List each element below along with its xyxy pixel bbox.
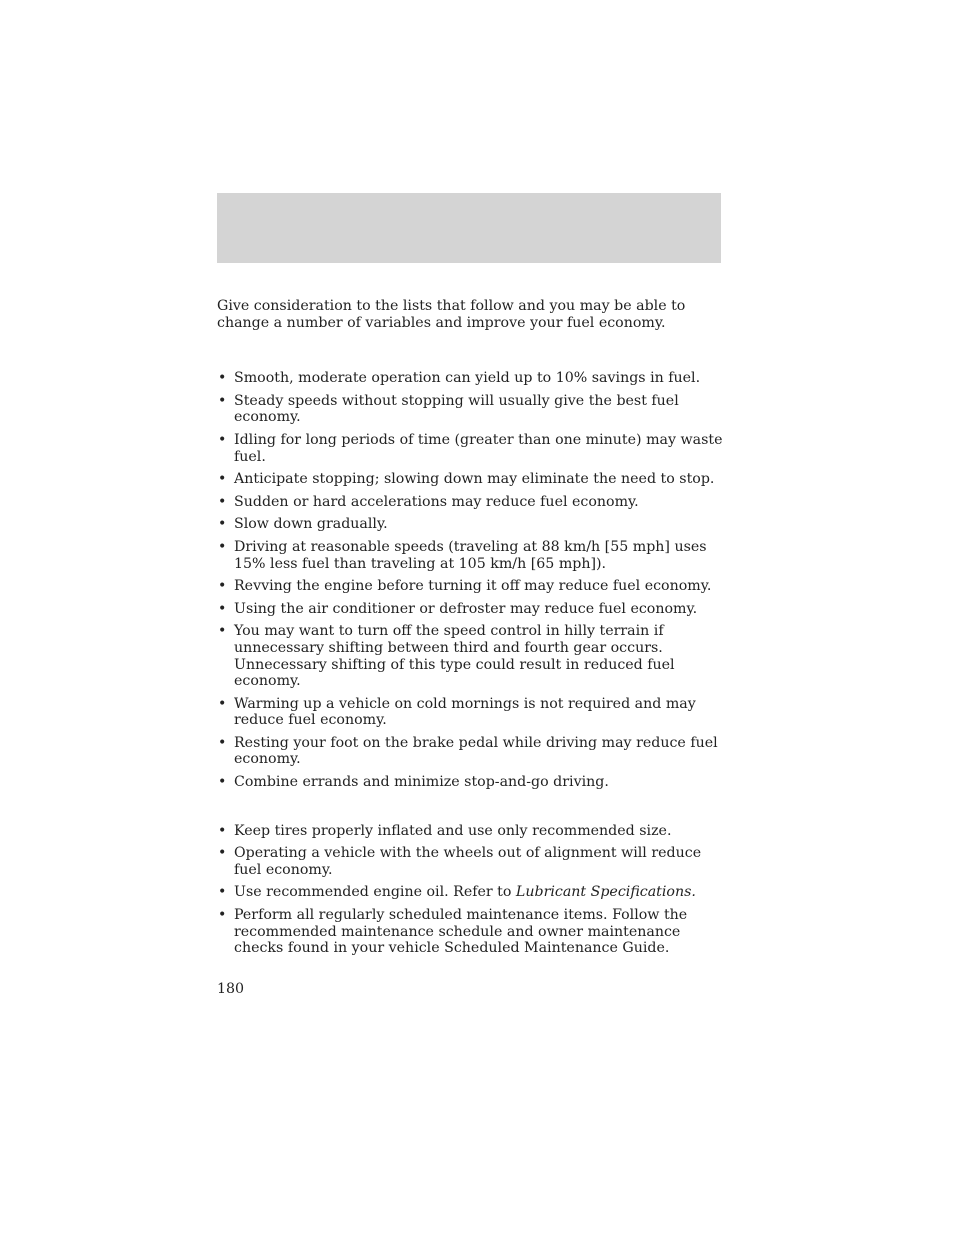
list-item — [217, 696, 727, 729]
bullet-icon: • — [218, 845, 227, 862]
list-item-text: Operating a vehicle with the wheels out of alignment will reduce fuel economy. — [234, 845, 702, 878]
list-item-text: Idling for long periods of time (greater than one minute) may waste fuel. — [234, 431, 723, 465]
list-item — [217, 578, 727, 595]
list-item — [217, 907, 727, 957]
maintenance-tips-list — [217, 823, 727, 957]
list-item — [217, 494, 727, 511]
list-item — [217, 845, 727, 878]
list-item — [217, 393, 727, 426]
list-item — [217, 471, 727, 488]
bullet-icon: • — [218, 907, 227, 924]
bullet-icon: • — [218, 538, 227, 555]
list-item-text: Slow down gradually. — [234, 516, 388, 533]
list-item — [217, 884, 727, 901]
bullet-icon: • — [218, 392, 227, 409]
list-item-text: Sudden or hard accelerations may reduce fuel economy. — [234, 493, 639, 510]
bullet-icon: • — [218, 370, 227, 387]
list-item — [217, 432, 727, 465]
list-item — [217, 623, 727, 689]
bullet-icon: • — [218, 884, 227, 901]
section-header-band — [217, 193, 721, 263]
bullet-icon: • — [218, 600, 227, 617]
list-item-text: Anticipate stopping; slowing down may eliminate the need to stop. — [234, 471, 715, 488]
list-item-text: Steady speeds without stopping will usually give the best fuel economy. — [234, 392, 679, 426]
bullet-icon: • — [218, 695, 227, 712]
bullet-icon: • — [218, 431, 227, 448]
bullet-icon: • — [218, 774, 227, 791]
list-item-text: Revving the engine before turning it off may reduce fuel economy. — [234, 578, 712, 595]
list-item-text: Resting your foot on the brake pedal while driving may reduce fuel economy. — [234, 734, 718, 768]
bullet-icon: • — [218, 822, 227, 839]
list-item-text: Driving at reasonable speeds (traveling at 88 km/h [55 mph] uses 15% less fuel than traveling at 105 km/h [65 mph]). — [234, 538, 707, 572]
list-item — [217, 370, 727, 387]
list-item-text: Use recommended engine oil. Refer to — [234, 884, 516, 901]
bullet-icon: • — [218, 471, 227, 488]
bullet-icon: • — [218, 578, 227, 595]
list-item-text: Perform all regularly scheduled maintenance items. Follow the recommended maintenance schedule and owner maintenance checks found in your vehicle Scheduled Maintenance Guide. — [234, 907, 688, 957]
list-item — [217, 735, 727, 768]
list-item-text: Keep tires properly inflated and use only recommended size. — [234, 822, 672, 839]
list-item-text: Using the air conditioner or defroster may reduce fuel economy. — [234, 600, 698, 617]
list-item — [217, 539, 727, 572]
list-item — [217, 774, 727, 791]
page-number: 180 — [217, 981, 245, 997]
page-body — [217, 298, 727, 963]
list-item-text: You may want to turn off the speed control in hilly terrain if unnecessary shifting between third and fourth gear occurs. Unnecessary shifting of this type could result in reduced fuel economy. — [234, 623, 675, 690]
list-item — [217, 601, 727, 618]
bullet-icon: • — [218, 623, 227, 640]
list-item-text: Warming up a vehicle on cold mornings is not required and may reduce fuel economy. — [234, 695, 696, 729]
bullet-icon: • — [218, 734, 227, 751]
list-item — [217, 516, 727, 533]
list-item — [217, 823, 727, 840]
bullet-icon: • — [218, 516, 227, 533]
list-item-text: Combine errands and minimize stop-and-go driving. — [234, 774, 609, 791]
list-item-text: Smooth, moderate operation can yield up to 10% savings in fuel. — [234, 370, 701, 387]
lubricant-specifications-reference: Lubricant Specifications. — [515, 884, 696, 901]
driving-tips-list — [217, 370, 727, 790]
intro-paragraph: Give consideration to the lists that follow and you may be able to change a number of variables and improve your fuel economy. — [217, 298, 686, 331]
bullet-icon: • — [218, 493, 227, 510]
